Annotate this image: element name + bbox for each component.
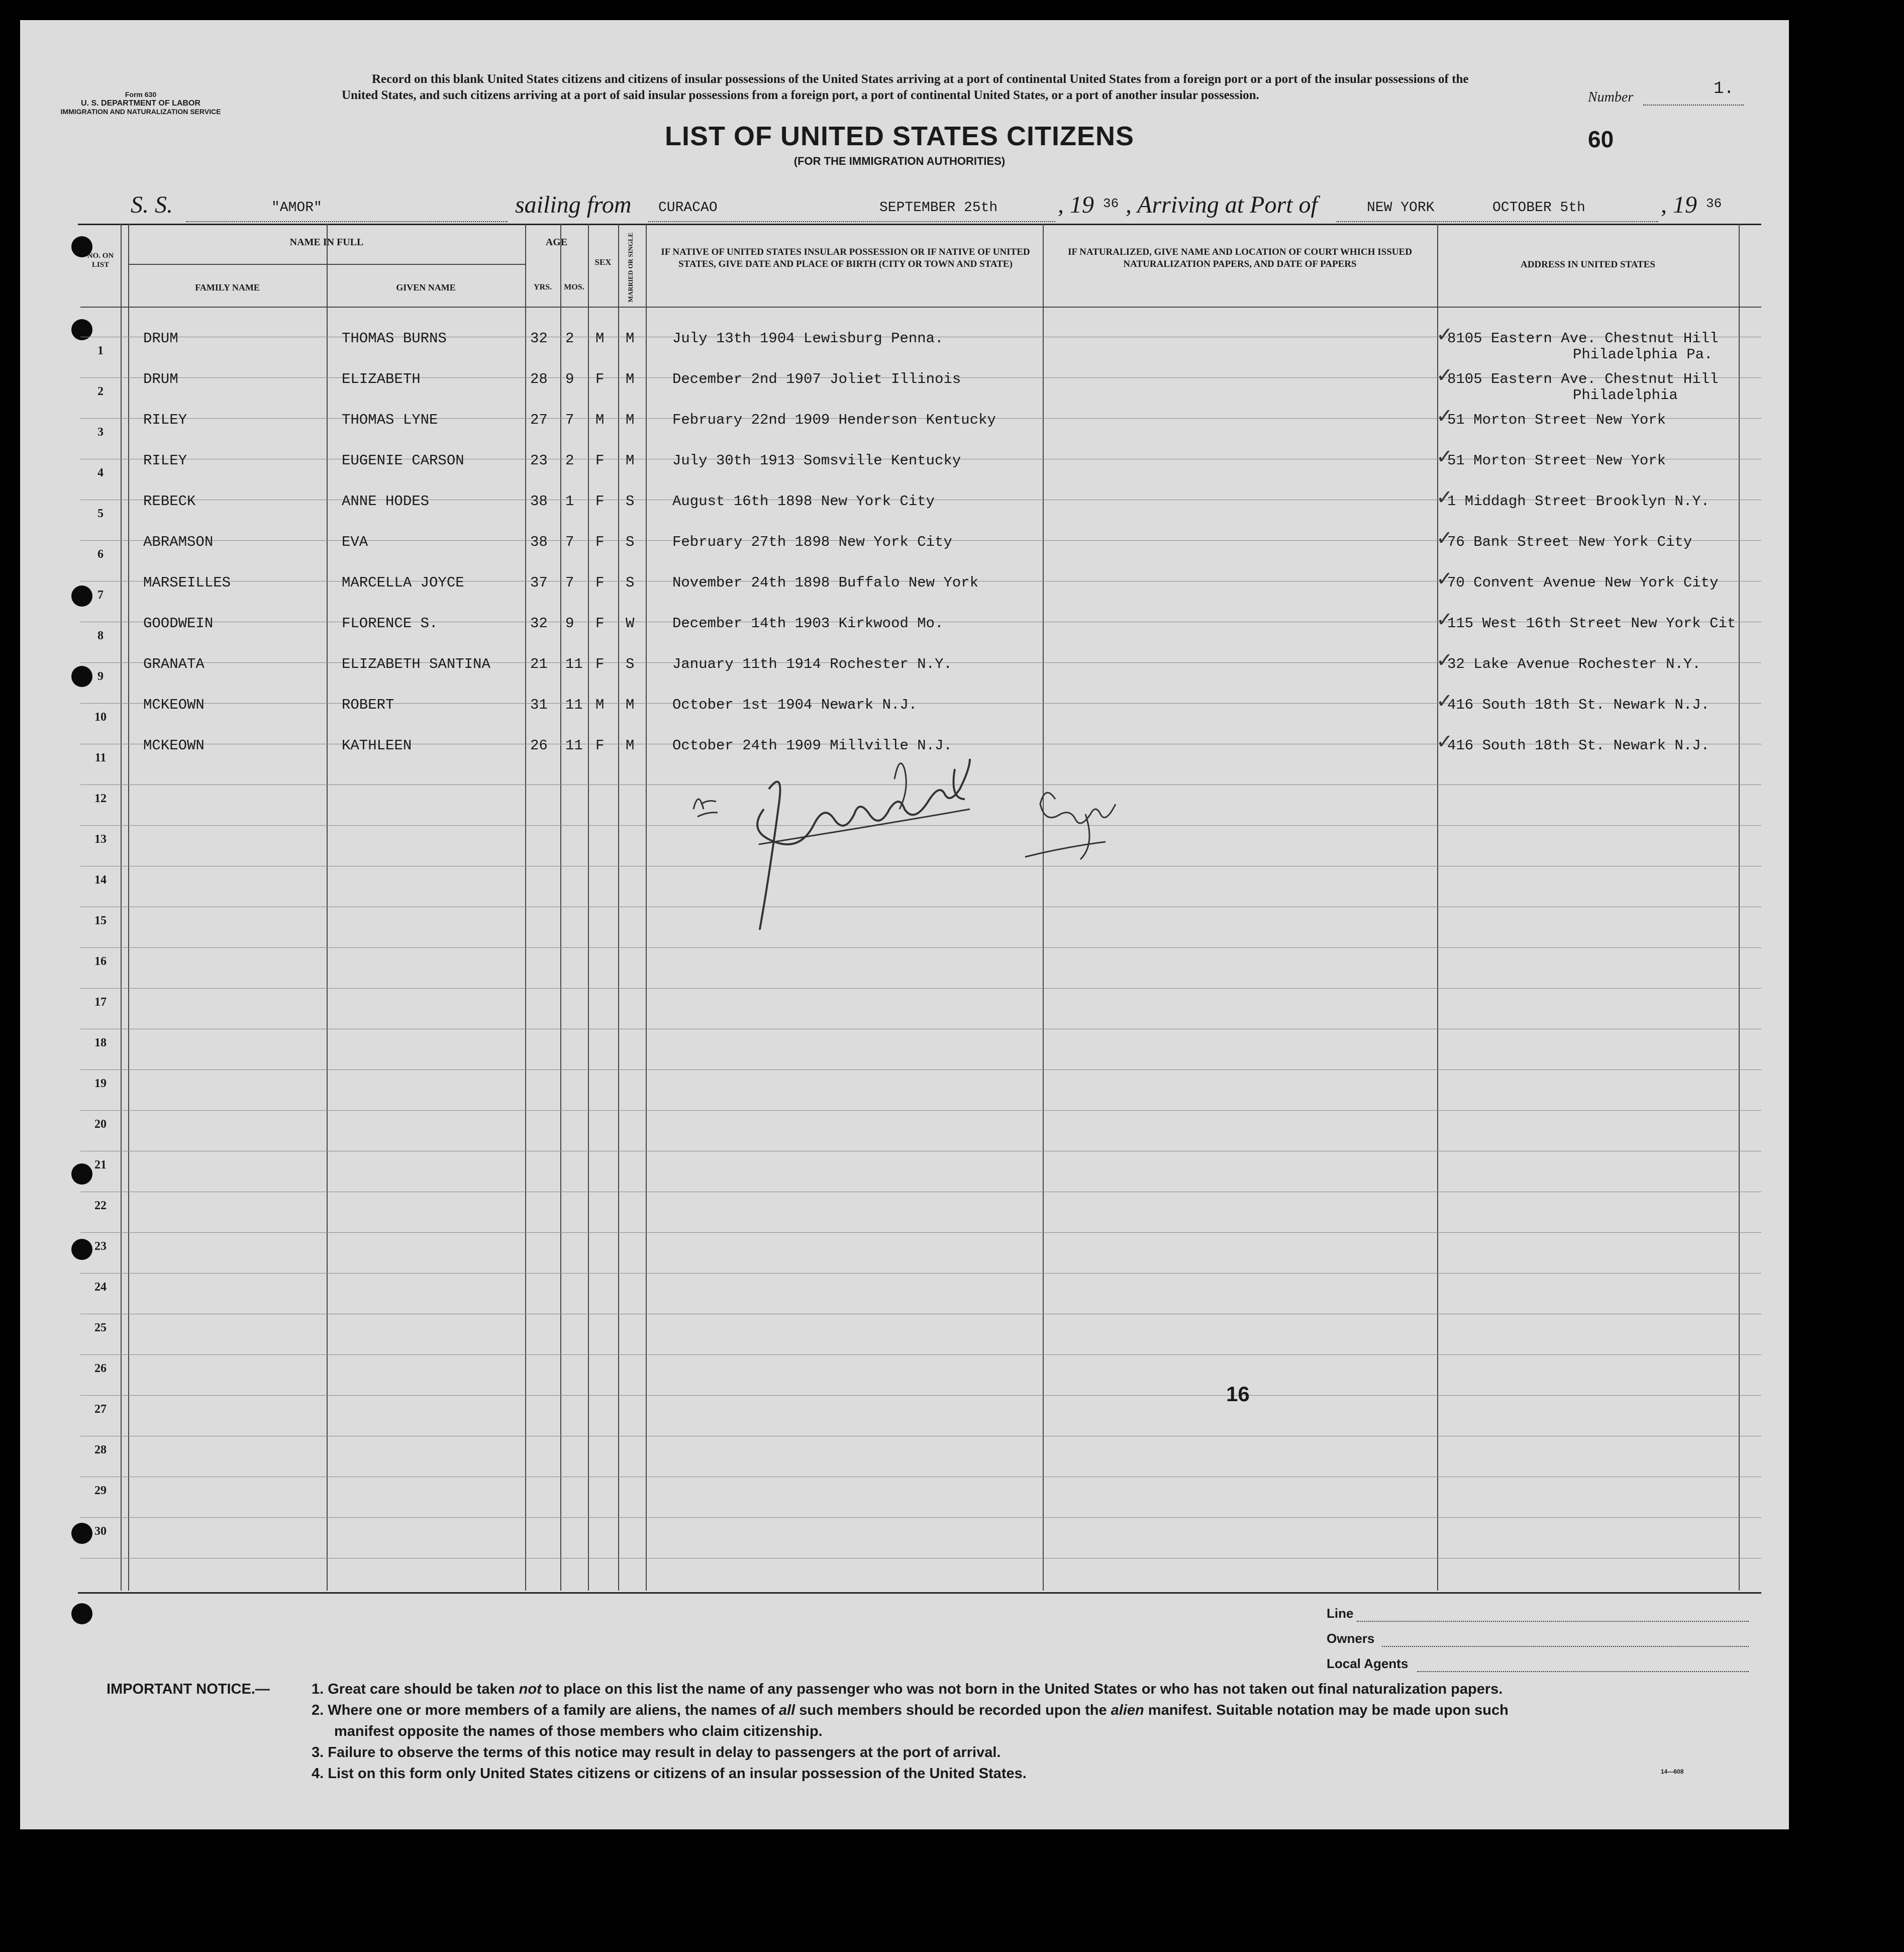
cell-given: ANNE HODES [342, 493, 430, 510]
cell-sex: F [595, 656, 605, 672]
row-number: 17 [94, 996, 107, 1009]
cell-given: EVA [342, 534, 368, 550]
cell-birth: December 2nd 1907 Joliet Illinois [672, 371, 961, 387]
number-line [1643, 105, 1744, 106]
from-port: CURACAO [658, 200, 718, 216]
cell-ms: S [626, 656, 635, 672]
cell-birth: August 16th 1898 New York City [672, 493, 935, 510]
cell-ms: S [626, 534, 635, 550]
cell-given: MARCELLA JOYCE [342, 574, 464, 591]
cell-yrs: 21 [530, 656, 548, 672]
cell-sex: M [595, 330, 605, 347]
row-number: 27 [94, 1403, 107, 1416]
cell-given: THOMAS BURNS [342, 330, 447, 347]
row-divider [80, 947, 1761, 948]
row-number: 16 [94, 955, 107, 968]
col-name-full: NAME IN FULL [289, 237, 364, 248]
cell-mos: 2 [565, 330, 574, 347]
check-mark-icon: ✓ [1436, 690, 1453, 713]
row-number: 24 [94, 1281, 107, 1294]
cell-birth: February 22nd 1909 Henderson Kentucky [672, 412, 996, 428]
row-number: 29 [94, 1484, 107, 1497]
cell-yrs: 28 [530, 371, 548, 387]
cell-mos: 9 [565, 615, 574, 632]
row-number: 12 [94, 792, 107, 805]
cell-address: 51 Morton Street New York [1447, 412, 1666, 428]
check-mark-icon: ✓ [1436, 649, 1453, 672]
row-number: 6 [97, 548, 104, 561]
row-number: 3 [97, 426, 104, 439]
notice-2: 2. Where one or more members of a family are aliens, the names of all such members should be recorded upon the alien manifest. Suitable notation may be made upon such [312, 1702, 1509, 1718]
cell-given: ELIZABETH [342, 371, 421, 387]
cell-mos: 7 [565, 574, 574, 591]
check-mark-icon: ✓ [1436, 323, 1453, 346]
check-mark-icon: ✓ [1436, 364, 1453, 387]
cell-ms: M [626, 697, 635, 713]
col-married: MARRIED OR SINGLE [627, 232, 634, 303]
arrival-year: 36 [1706, 196, 1722, 211]
year-prefix: , 19 [1058, 191, 1094, 218]
notice-3: 3. Failure to observe the terms of this notice may result in delay to passengers at the port of arrival. [312, 1744, 1001, 1761]
cell-family: ABRAMSON [143, 534, 214, 550]
cell-address: 416 South 18th St. Newark N.J. [1447, 737, 1710, 754]
row-number: 30 [94, 1525, 107, 1538]
row-number: 11 [94, 751, 107, 764]
cell-address: 1 Middagh Street Brooklyn N.Y. [1447, 493, 1710, 510]
cell-family: GOODWEIN [143, 615, 214, 632]
cell-address: 8105 Eastern Ave. Chestnut Hill [1447, 330, 1719, 347]
cell-mos: 11 [565, 656, 583, 672]
row-number: 18 [94, 1036, 107, 1049]
notice-2-cont: manifest opposite the names of those members who claim citizenship. [334, 1723, 823, 1739]
stamp-number: 16 [1226, 1382, 1250, 1406]
cell-yrs: 37 [530, 574, 548, 591]
arriving-label: , Arriving at Port of [1126, 191, 1318, 218]
cell-address-line2: Philadelphia Pa. [1573, 346, 1713, 363]
row-divider [80, 1354, 1761, 1355]
cell-ms: M [626, 452, 635, 469]
col-family: FAMILY NAME [195, 282, 260, 292]
cell-mos: 9 [565, 371, 574, 387]
cell-address: 32 Lake Avenue Rochester N.Y. [1447, 656, 1701, 672]
cell-sex: F [595, 371, 605, 387]
cell-sex: F [595, 615, 605, 632]
year-prefix-2: , 19 [1661, 191, 1697, 218]
cell-family: MARSEILLES [143, 574, 231, 591]
cell-ms: M [626, 737, 635, 754]
cell-yrs: 38 [530, 493, 548, 510]
row-divider [80, 1517, 1761, 1518]
cell-ms: W [626, 615, 635, 632]
check-mark-icon: ✓ [1436, 608, 1453, 631]
row-number: 8 [97, 629, 104, 642]
check-mark-icon: ✓ [1436, 486, 1453, 509]
cell-yrs: 27 [530, 412, 548, 428]
cell-sex: F [595, 574, 605, 591]
punch-hole [71, 1603, 92, 1624]
col-age: AGE [545, 237, 568, 248]
row-divider [80, 988, 1761, 989]
cell-sex: F [595, 493, 605, 510]
col-mos: MOS. [564, 283, 584, 291]
row-number: 1 [97, 344, 104, 357]
cell-address: 76 Bank Street New York City [1447, 534, 1692, 550]
depart-date: SEPTEMBER 25th [879, 200, 998, 216]
row-divider [80, 1232, 1761, 1233]
row-divider [80, 1273, 1761, 1274]
cell-yrs: 31 [530, 697, 548, 713]
cell-birth: July 30th 1913 Somsville Kentucky [672, 452, 961, 469]
page-subtitle: (FOR THE IMMIGRATION AUTHORITIES) [793, 155, 1006, 167]
check-mark-icon: ✓ [1436, 445, 1453, 468]
intro-instructions: Record on this blank United States citizens and citizens of insular possessions of the United States arriving at a port of continental United States from a foreign port or a port of the insular possessions of the United States, and such citizens arriving at a port of said insular possessions from a foreign port, a port of continental United States, or a port of another insular possession. [342, 72, 1469, 102]
cell-family: MCKEOWN [143, 697, 205, 713]
cell-family: GRANATA [143, 656, 205, 672]
arrival-date: OCTOBER 5th [1492, 200, 1585, 216]
owners-label: Owners [1327, 1631, 1375, 1646]
manifest-page [20, 20, 1789, 1829]
row-number: 5 [97, 507, 104, 520]
row-number: 4 [97, 466, 104, 479]
cell-given: ELIZABETH SANTINA [342, 656, 490, 672]
sailing-label: sailing from [515, 191, 632, 218]
row-number: 20 [94, 1118, 107, 1131]
cell-address: 115 West 16th Street New York Cit [1447, 615, 1736, 632]
cell-given: FLORENCE S. [342, 615, 438, 632]
cell-address: 51 Morton Street New York [1447, 452, 1666, 469]
cell-given: THOMAS LYNE [342, 412, 438, 428]
check-mark-icon: ✓ [1436, 405, 1453, 428]
cell-ms: S [626, 574, 635, 591]
cell-ms: M [626, 330, 635, 347]
cell-address: 70 Convent Avenue New York City [1447, 574, 1719, 591]
number-value: 1. [1714, 79, 1734, 99]
row-divider [80, 1069, 1761, 1070]
cell-birth: July 13th 1904 Lewisburg Penna. [672, 330, 944, 347]
cell-yrs: 38 [530, 534, 548, 550]
depart-year: 36 [1103, 196, 1119, 211]
number-label: Number [1588, 89, 1634, 105]
cell-mos: 11 [565, 737, 583, 754]
cell-given: EUGENIE CARSON [342, 452, 464, 469]
cell-sex: F [595, 737, 605, 754]
cell-address-line2: Philadelphia [1573, 387, 1678, 404]
col-no: NO. ON LIST [87, 252, 114, 269]
cell-birth: October 1st 1904 Newark N.J. [672, 697, 918, 713]
check-mark-icon: ✓ [1436, 527, 1453, 550]
col-naturalized: IF NATURALIZED, GIVE NAME AND LOCATION OF COURT WHICH ISSUED NATURALIZATION PAPERS, AND DATE OF PAPERS [1068, 247, 1412, 269]
cell-mos: 11 [565, 697, 583, 713]
cell-birth: November 24th 1898 Buffalo New York [672, 574, 979, 591]
cell-ms: S [626, 493, 635, 510]
cell-birth: December 14th 1903 Kirkwood Mo. [672, 615, 944, 632]
cell-address: 8105 Eastern Ave. Chestnut Hill [1447, 371, 1719, 387]
notice-4: 4. List on this form only United States citizens or citizens of an insular possession of the United States. [312, 1766, 1027, 1782]
row-number: 23 [94, 1240, 107, 1253]
check-mark-icon: ✓ [1436, 567, 1453, 591]
cell-family: RILEY [143, 412, 187, 428]
ss-label: S. S. [131, 191, 173, 218]
local-agents-label: Local Agents [1327, 1656, 1409, 1671]
cell-sex: F [595, 534, 605, 550]
ship-name: "AMOR" [271, 200, 322, 216]
row-number: 25 [94, 1321, 107, 1334]
cell-yrs: 32 [530, 615, 548, 632]
row-number: 21 [94, 1158, 107, 1172]
line-label: Line [1327, 1606, 1354, 1621]
cell-yrs: 26 [530, 737, 548, 754]
row-divider [80, 1395, 1761, 1396]
col-sex: SEX [594, 257, 612, 267]
cell-mos: 7 [565, 412, 574, 428]
cell-family: RILEY [143, 452, 187, 469]
cell-sex: M [595, 412, 605, 428]
row-number: 22 [94, 1199, 107, 1212]
cell-family: DRUM [143, 371, 178, 387]
cell-birth: January 11th 1914 Rochester N.Y. [672, 656, 952, 672]
notice-title: IMPORTANT NOTICE.— [107, 1681, 270, 1697]
cell-yrs: 23 [530, 452, 548, 469]
row-number: 9 [97, 670, 104, 683]
row-number: 10 [94, 711, 107, 724]
form-identifier: Form 630 U. S. DEPARTMENT OF LABOR IMMIGRATION AND NATURALIZATION SERVICE [60, 90, 221, 116]
row-number: 13 [94, 833, 107, 846]
cell-family: REBECK [143, 493, 196, 510]
cell-birth: October 24th 1909 Millville N.J. [672, 737, 952, 754]
col-birth: IF NATIVE OF UNITED STATES INSULAR POSSESSION OR IF NATIVE OF UNITED STATES, GIVE DATE AND PLACE OF BIRTH (CITY OR TOWN AND STATE) [661, 247, 1030, 269]
cell-family: DRUM [143, 330, 178, 347]
cell-birth: February 27th 1898 New York City [672, 534, 952, 550]
cell-mos: 7 [565, 534, 574, 550]
col-given: GIVEN NAME [396, 282, 456, 292]
col-address: ADDRESS IN UNITED STATES [1520, 259, 1655, 270]
check-mark-icon: ✓ [1436, 730, 1453, 753]
row-number: 7 [97, 589, 104, 602]
cell-given: KATHLEEN [342, 737, 412, 754]
cell-yrs: 32 [530, 330, 548, 347]
notice-1: 1. Great care should be taken not to place on this list the name of any passenger who was not born in the United States or who has not taken out final naturalization papers. [312, 1681, 1503, 1697]
form-code: 14—608 [1661, 1768, 1684, 1775]
cell-address: 416 South 18th St. Newark N.J. [1447, 697, 1710, 713]
cell-family: MCKEOWN [143, 737, 205, 754]
cell-sex: M [595, 697, 605, 713]
row-number: 14 [94, 873, 107, 887]
arrival-port: NEW YORK [1367, 200, 1435, 216]
row-divider [80, 1110, 1761, 1111]
cell-ms: M [626, 412, 635, 428]
page-stamp: 60 [1588, 126, 1614, 152]
row-number: 15 [94, 914, 107, 927]
cell-mos: 2 [565, 452, 574, 469]
row-number: 28 [94, 1443, 107, 1456]
cell-sex: F [595, 452, 605, 469]
cell-given: ROBERT [342, 697, 394, 713]
page-title: LIST OF UNITED STATES CITIZENS [665, 121, 1134, 151]
inspector-signature [673, 749, 1126, 930]
row-number: 2 [97, 385, 104, 398]
row-number: 19 [94, 1077, 107, 1090]
col-yrs: YRS. [533, 283, 552, 291]
cell-ms: M [626, 371, 635, 387]
cell-mos: 1 [565, 493, 574, 510]
row-number: 26 [94, 1362, 107, 1375]
